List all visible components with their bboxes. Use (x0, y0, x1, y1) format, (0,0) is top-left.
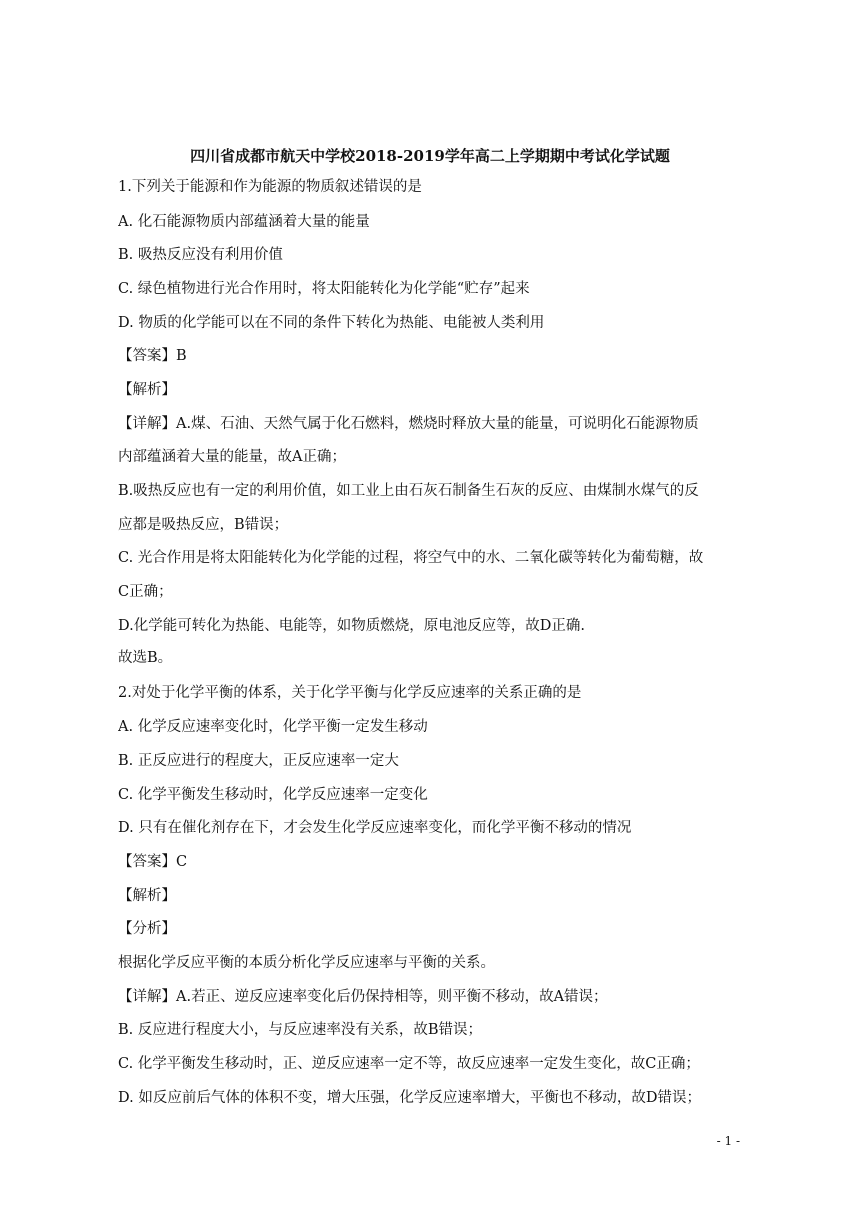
question-1-detail-line: 【详解】A.煤、石油、天然气属于化石燃料，燃烧时释放大量的能量，可说明化石能源物质 (118, 416, 699, 432)
question-2-option-d: D. 只有在催化剂存在下，才会发生化学反应速率变化，而化学平衡不移动的情况 (118, 820, 632, 836)
question-2-answer: 【答案】C (118, 854, 188, 870)
question-1-analysis-heading: 【解析】 (118, 382, 176, 398)
question-1-option-c: C. 绿色植物进行光合作用时，将太阳能转化为化学能“贮存”起来 (118, 281, 530, 297)
question-2-stem: 2.对处于化学平衡的体系，关于化学平衡与化学反应速率的关系正确的是 (118, 685, 582, 701)
question-2-detail-line: B. 反应进行程度大小，与反应速率没有关系，故B错误； (118, 1022, 483, 1038)
question-2-method-heading: 【分析】 (118, 921, 176, 937)
question-2-option-b: B. 正反应进行的程度大，正反应速率一定大 (118, 753, 399, 769)
question-1-detail-line: 应都是吸热反应，B错误； (118, 517, 289, 533)
page-title: 四川省成都市航天中学校2018-2019学年高二上学期期中考试化学试题 (190, 147, 670, 165)
question-1-detail-line: C. 光合作用是将太阳能转化为化学能的过程，将空气中的水、二氧化碳等转化为葡萄糖，故 (118, 550, 704, 566)
question-2-option-c: C. 化学平衡发生移动时，化学反应速率一定变化 (118, 787, 428, 803)
question-2-detail-line: D. 如反应前后气体的体积不变，增大压强，化学反应速率增大，平衡也不移动，故D错误； (118, 1090, 701, 1106)
question-1-detail-line: 内部蕴涵着大量的能量，故A正确； (118, 449, 346, 465)
question-1-option-a: A. 化石能源物质内部蕴涵着大量的能量 (118, 214, 370, 230)
question-2-option-a: A. 化学反应速率变化时，化学平衡一定发生移动 (118, 719, 428, 735)
question-1-detail-line: D.化学能可转化为热能、电能等，如物质燃烧，原电池反应等，故D正确. (118, 618, 585, 634)
question-1-detail-line: C正确； (118, 584, 173, 600)
question-1-answer: 【答案】B (118, 348, 187, 364)
question-2-analysis-heading: 【解析】 (118, 888, 176, 904)
question-2-detail-line: C. 化学平衡发生移动时，正、逆反应速率一定不等，故反应速率一定发生变化，故C正确； (118, 1056, 700, 1072)
question-1-stem: 1.下列关于能源和作为能源的物质叙述错误的是 (118, 179, 422, 195)
question-2-detail-line: 【详解】A.若正、逆反应速率变化后仍保持相等，则平衡不移动，故A错误； (118, 989, 608, 1005)
question-1-option-d: D. 物质的化学能可以在不同的条件下转化为热能、电能被人类利用 (118, 315, 545, 331)
question-2-method-text: 根据化学反应平衡的本质分析化学反应速率与平衡的关系。 (118, 955, 495, 971)
question-1-option-b: B. 吸热反应没有利用价值 (118, 247, 283, 263)
question-1-detail-line: B.吸热反应也有一定的利用价值，如工业上由石灰石制备生石灰的反应、由煤制水煤气的反 (118, 483, 699, 499)
question-1-conclusion: 故选B。 (118, 650, 173, 666)
page-number: - 1 - (716, 1134, 740, 1148)
